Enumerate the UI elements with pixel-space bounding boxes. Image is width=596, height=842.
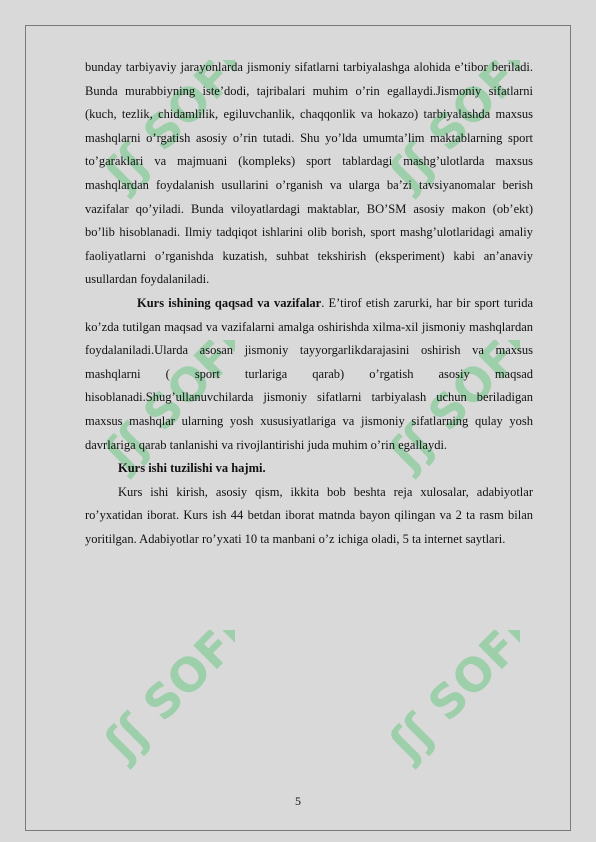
section-text-structure: Kurs ishi kirish, asosiy qism, ikkita bob beshta reja xulosalar, adabiyotlar ro’yxatidan iborat. Kurs ish 44 betdan iborat matnda bayon qilingan va 2 ta rasm bilan yoritilgan. Adabiyotlar ro’yxati 10 ta manbani o’z ichiga oladi, 5 ta internet saytlari. — [85, 484, 533, 546]
svg-text:ʃʃ SOFF: ʃʃ SOFF — [379, 340, 520, 480]
svg-text:ʃʃ SOFF: ʃʃ SOFF — [94, 60, 235, 200]
section-heading-structure: Kurs ishi tuzilishi va hajmi. — [118, 461, 266, 476]
svg-text:ʃʃ SOFF: ʃʃ SOFF — [379, 630, 520, 770]
page-number: 5 — [295, 794, 301, 808]
paragraph-intro: bunday tarbiyaviy jarayonlarda jismoniy sifatlarni tarbiyalashga alohida e’tibor beriladi. Bunda murabbiyning iste’dodi, tajribalari muhim o’rin egallaydi.Jismoniy sifatlarni (kuch, tezlik, chidamlilik, egiluvchanlik, chaqqonlik va hokazo) tarbiyalashda maxsus mashqlarni o’rgatish asosiy o’rin tutadi. Shu yo’lda umumta’lim maktablarning sport to’garaklari va majmuani (kompleks) sport tablardagi mashg’ulotlarda maxsus mashqlardan foydalanish usullarini o’rganish va ularga ba’zi tavsiyanomalar berish vazifalar qo’yiladi. Bunda viloyatlardagi maktablar, BO’SM asosiy makon (ob’ekt) bo’lib hisoblanadi. Ilmiy tadqiqot ishlarini olib borish, sport mashg’ulotlaridagi amaliy faoliyatlarni o’rganishda kuzatish, suhbat tekshirish (eksperiment) kabi an’anaviy usullardan foydalaniladi. — [85, 60, 533, 287]
svg-text:ʃʃ SOFF: ʃʃ SOFF — [379, 60, 520, 200]
document-body — [85, 56, 533, 551]
svg-text:ʃʃ SOFF: ʃʃ SOFF — [94, 340, 235, 480]
section-text-goals: . E’tirof etish zarurki, har bir sport turida ko’zda tutilgan maqsad va vazifalarni amalga oshirishda xilma-xil jismoniy mashqlardan foydalaniladi.Ularda asosan jismoniy tayyorgarlikdarajasini oshirish va maxsus mashqlarni ( sport turlariga qarab) o’rgatish asosiy maqsad hisoblanadi.Shug’ullanuvchilarda jismoniy sifatlarni tarbiyalash uchun beriladigan maxsus mashqlar ularning yosh xususiyatlariga va jismoniy sifatlarning qulay yosh davrlariga qarab tanlanishi va rivojlantirishi juda muhim o’rin egallaydi. — [85, 295, 533, 452]
paragraph-goals — [85, 292, 533, 457]
section-heading-goals: Kurs ishining qaqsad va vazifalar — [137, 295, 322, 310]
svg-text:ʃʃ SOFF: ʃʃ SOFF — [94, 630, 235, 770]
